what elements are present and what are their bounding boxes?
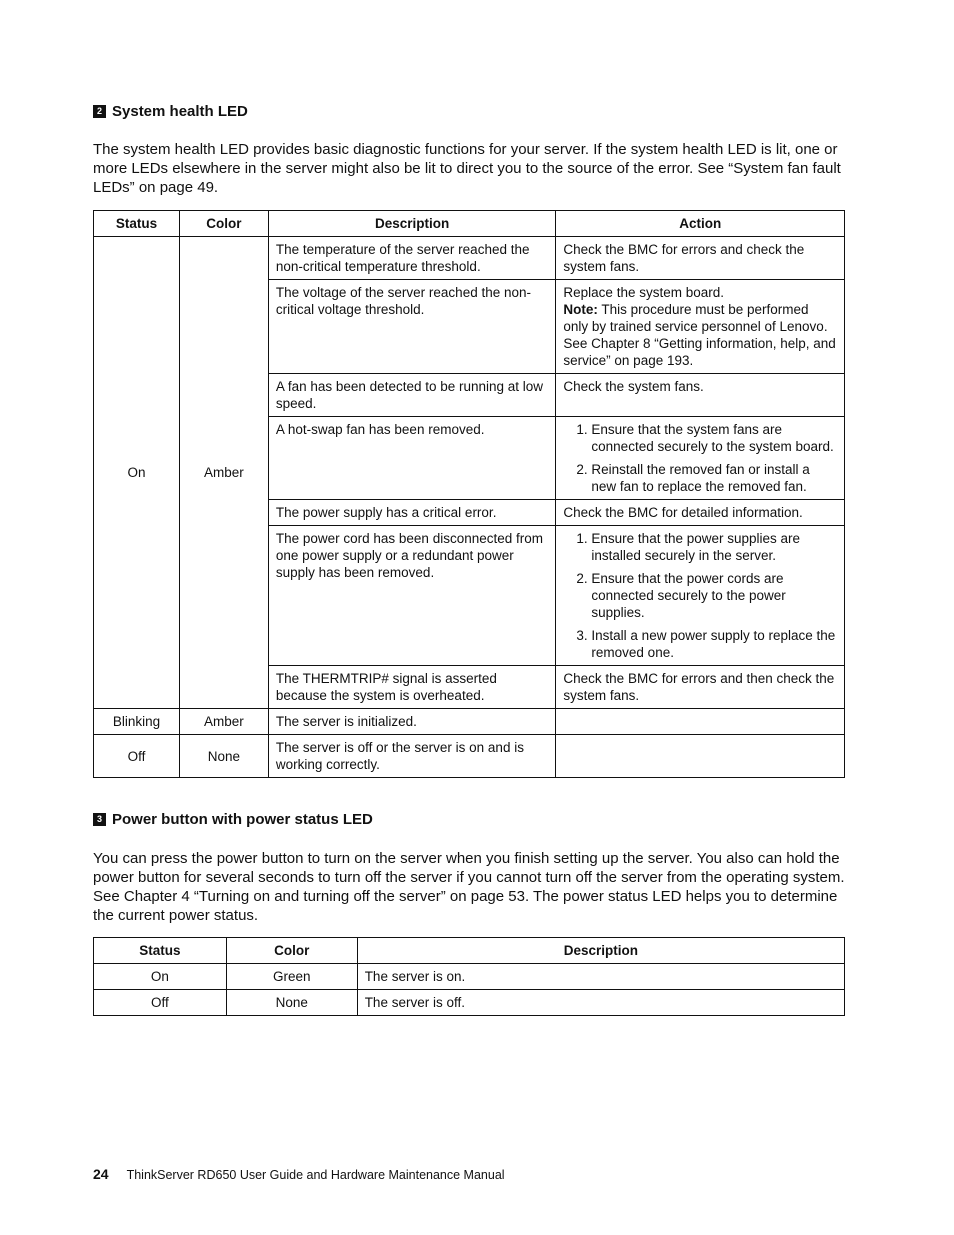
header-color: Color [179,211,268,237]
description-cell: The power cord has been disconnected from one power supply or a redundant power supply has been removed. [268,526,556,666]
table-header-row [94,211,845,237]
table-row [94,735,845,778]
header-action: Action [556,211,845,237]
description-cell: The voltage of the server reached the non-critical voltage threshold. [268,280,556,374]
color-cell: Amber [179,709,268,735]
action-cell [556,709,845,735]
description-cell: The server is off. [357,990,844,1016]
table-row [94,964,845,990]
section-title: Power button with power status LED [112,811,373,828]
list-item: 3. Install a new power supply to replace the removed one. [591,627,837,661]
status-cell: On [94,237,180,709]
description-cell: A hot-swap fan has been removed. [268,417,556,500]
table-row [94,990,845,1016]
description-cell: A fan has been detected to be running at low speed. [268,374,556,417]
status-cell: On [94,964,227,990]
document-title: ThinkServer RD650 User Guide and Hardware Maintenance Manual [126,1168,505,1182]
header-color: Color [226,938,357,964]
section-intro-paragraph: You can press the power button to turn on the server when you finish setting up the server. You also can hold the power button for several seconds to turn off the server if you cannot turn off the server from the operating system. See Chapter 4 “Turning on and turning off the server” on page 53. The power status LED helps you to determine the current power status. [93,850,845,924]
action-cell: Check the BMC for errors and then check the system fans. [556,666,845,709]
note-text: This procedure must be performed only by trained service personnel of Lenovo. See Chapter 8 “Getting information, help, and service” on page 193. [563,302,836,368]
action-steps-list [563,530,837,661]
header-status: Status [94,938,227,964]
list-item: 1. Ensure that the system fans are connected securely to the system board. [591,421,837,455]
action-cell [556,735,845,778]
note-label: Note: [563,302,598,317]
table-header-row [94,938,845,964]
color-cell: None [179,735,268,778]
status-cell: Off [94,735,180,778]
section-title: System health LED [112,103,248,120]
action-steps-list [563,421,837,495]
power-status-led-table [93,937,845,1016]
page-number: 24 [93,1166,109,1182]
description-cell: The temperature of the server reached the non-critical temperature threshold. [268,237,556,280]
action-cell [556,280,845,374]
color-cell: None [226,990,357,1016]
action-cell: Check the system fans. [556,374,845,417]
table-row [94,709,845,735]
list-item: 1. Ensure that the power supplies are installed securely in the server. [591,530,837,564]
status-cell: Off [94,990,227,1016]
table-row [94,237,845,280]
page-footer [93,1166,505,1182]
action-cell: Check the BMC for errors and check the system fans. [556,237,845,280]
action-text: Replace the system board. [563,285,724,300]
action-note [563,301,837,369]
callout-badge: 2 [93,105,106,118]
color-cell: Green [226,964,357,990]
color-cell: Amber [179,237,268,709]
section-heading-system-health-led [93,103,248,120]
description-cell: The server is on. [357,964,844,990]
header-description: Description [357,938,844,964]
list-item: 2. Reinstall the removed fan or install a new fan to replace the removed fan. [591,461,837,495]
header-status: Status [94,211,180,237]
callout-badge: 3 [93,813,106,826]
action-cell: Check the BMC for detailed information. [556,500,845,526]
description-cell: The server is off or the server is on and is working correctly. [268,735,556,778]
description-cell: The THERMTRIP# signal is asserted because the system is overheated. [268,666,556,709]
action-cell [556,417,845,500]
status-cell: Blinking [94,709,180,735]
description-cell: The server is initialized. [268,709,556,735]
action-cell [556,526,845,666]
description-cell: The power supply has a critical error. [268,500,556,526]
list-item: 2. Ensure that the power cords are connected securely to the power supplies. [591,570,837,621]
header-description: Description [268,211,556,237]
section-heading-power-button [93,811,373,828]
system-health-led-table [93,210,845,778]
section-intro-paragraph: The system health LED provides basic diagnostic functions for your server. If the system health LED is lit, one or more LEDs elsewhere in the server might also be lit to direct you to the source of the error. See “System fan fault LEDs” on page 49. [93,141,841,196]
